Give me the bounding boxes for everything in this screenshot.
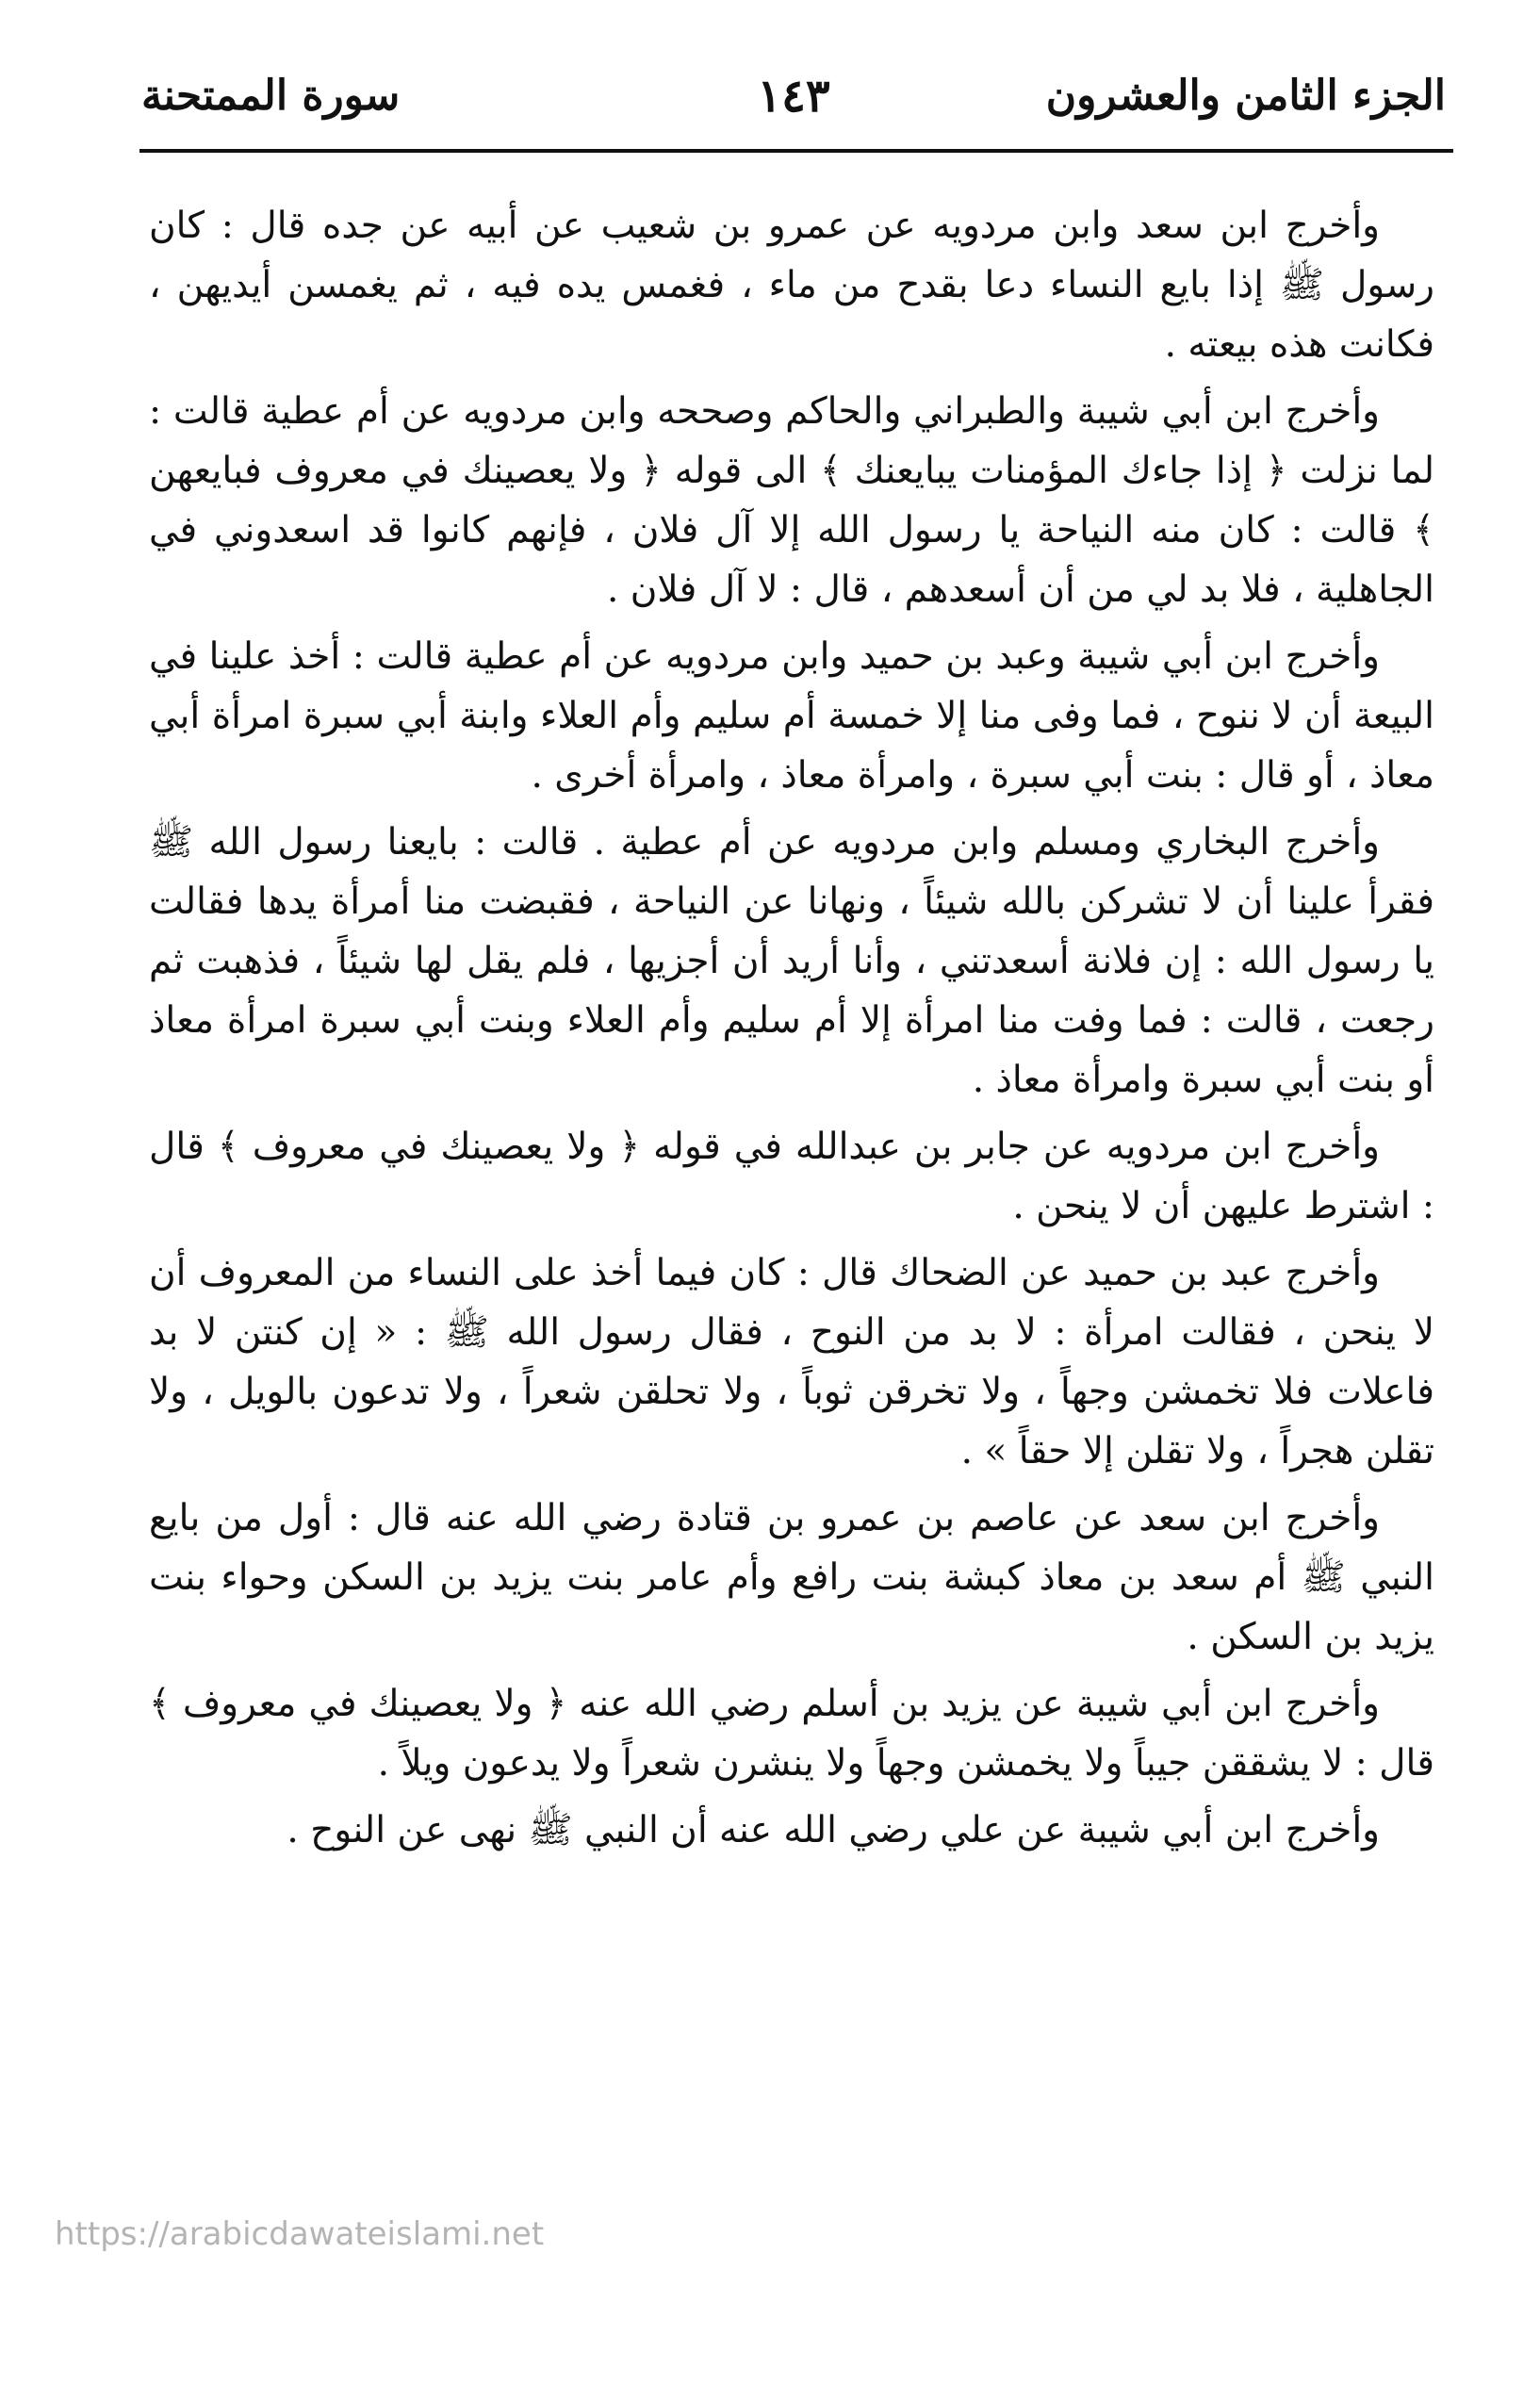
- page-body: [149, 196, 1434, 1867]
- paragraph-2: وأخرج ابن أبي شيبة والطبراني والحاكم وصححه وابن مردويه عن أم عطية قالت : لما نزلت ﴿ إذا جاءك المؤمنات يبايعنك ﴾ الى قوله ﴿ ولا يعصينك في معروف فبايعهن ﴾ قالت : كان منه النياحة يا رسول الله إلا آل فلان ، فإنهم كانوا قد اسعدوني في الجاهلية ، فلا بد لي من أن أسعدهم ، قال : لا آل فلان .: [149, 390, 1434, 611]
- paragraph-1: وأخرج ابن سعد وابن مردويه عن عمرو بن شعيب عن أبيه عن جده قال : كان رسول ﷺ إذا بايع النساء دعا بقدح من ماء ، فغمس يده فيه ، ثم يغمسن أيديهن ، فكانت هذه بيعته .: [149, 205, 1434, 366]
- part-title: الجزء الثامن والعشرون: [1045, 72, 1446, 120]
- page-number: ١٤٣: [757, 70, 830, 123]
- paragraph-8: وأخرج ابن أبي شيبة عن يزيد بن أسلم رضي الله عنه ﴿ ولا يعصينك في معروف ﴾ قال : لا يشققن جيباً ولا يخمشن وجهاً ولا ينشرن شعراً ولا يدعون ويلاً .: [149, 1683, 1434, 1785]
- header-rule: [139, 149, 1453, 153]
- paragraph-9: وأخرج ابن أبي شيبة عن علي رضي الله عنه أن النبي ﷺ نهى عن النوح .: [287, 1809, 1380, 1851]
- page-header: [141, 58, 1446, 134]
- paragraph-5: وأخرج ابن مردويه عن جابر بن عبدالله في قوله ﴿ ولا يعصينك في معروف ﴾ قال : اشترط عليهن أن لا ينحن .: [149, 1126, 1434, 1227]
- paragraph-6: وأخرج عبد بن حميد عن الضحاك قال : كان فيما أخذ على النساء من المعروف أن لا ينحن ، فقالت امرأة : لا بد من النوح ، فقال رسول الله ﷺ : « إن كنتن لا بد فاعلات فلا تخمشن وجهاً ، ولا تخرقن ثوباً ، ولا تحلقن شعراً ، ولا تدعون بالويل ، ولا تقلن هجراً ، ولا تقلن إلا حقاً » .: [149, 1252, 1434, 1472]
- paragraph-7: وأخرج ابن سعد عن عاصم بن عمرو بن قتادة رضي الله عنه قال : أول من بايع النبي ﷺ أم سعد بن معاذ كبشة بنت رافع وأم عامر بنت يزيد بن السكن وحواء بنت يزيد بن السكن .: [149, 1497, 1434, 1658]
- surah-title: سورة الممتحنة: [141, 72, 401, 120]
- paragraph-4: وأخرج البخاري ومسلم وابن مردويه عن أم عطية . قالت : بايعنا رسول الله ﷺ فقرأ علينا أن لا تشركن بالله شيئاً ، ونهانا عن النياحة ، فقبضت منا أمرأة يدها فقالت يا رسول الله : إن فلانة أسعدتني ، وأنا أريد أن أجزيها ، فلم يقل لها شيئاً ، فذهبت ثم رجعت ، قالت : فما وفت منا امرأة إلا أم سليم وأم العلاء وبنت أبي سبرة امرأة معاذ أو بنت أبي سبرة وامرأة معاذ .: [149, 821, 1434, 1101]
- paragraph-3: وأخرج ابن أبي شيبة وعبد بن حميد وابن مردويه عن أم عطية قالت : أخذ علينا في البيعة أن لا ننوح ، فما وفى منا إلا خمسة أم سليم وأم العلاء وابنة أبي سبرة امرأة أبي معاذ ، أو قال : بنت أبي سبرة ، وامرأة معاذ ، وامرأة أخرى .: [149, 635, 1434, 797]
- source-watermark: https://arabicdawateislami.net: [55, 2215, 545, 2253]
